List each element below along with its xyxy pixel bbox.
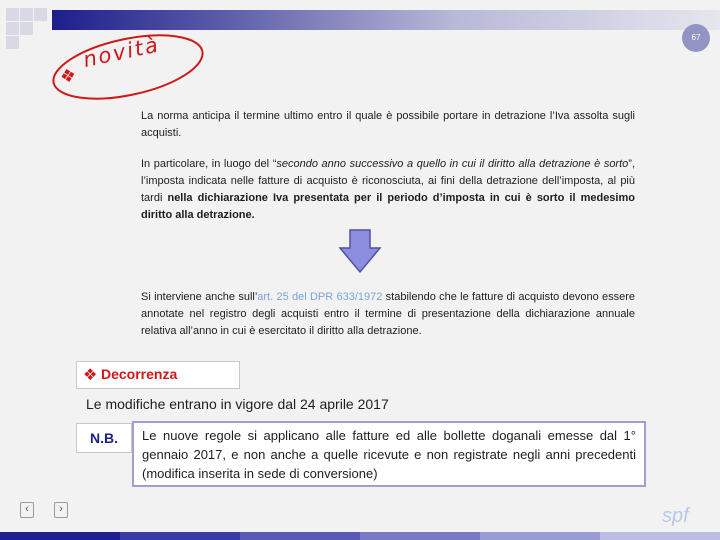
- decorrenza-heading: [76, 361, 240, 389]
- paragraph-3: [141, 289, 635, 340]
- bottom-color-strip: [0, 532, 720, 540]
- paragraph-2: [141, 156, 635, 224]
- paragraph-3-lead: Si interviene anche sull’: [141, 291, 258, 303]
- page-number-badge: 67: [682, 24, 710, 52]
- law-reference-link[interactable]: art. 25 del DPR 633/1972: [257, 291, 383, 303]
- paragraph-2-quote: secondo anno successivo a quello in cui il diritto alla detrazione è sorto: [276, 158, 629, 170]
- chevron-right-icon[interactable]: ›: [54, 502, 68, 518]
- paragraph-2-bold: nella dichiarazione Iva presentata per il periodo d’imposta in cui è sorto il medesimo diritto alla detrazione.: [141, 192, 635, 221]
- paragraph-3-rest: stabilendo che le fatture di acquisto devono essere annotate nel registro degli acquisti entro il termine di presentazione della dichiarazione annuale relativa all’anno in cui è esercitato il diritto alla detrazione.: [141, 291, 635, 337]
- diamond-bullet-icon: ❖: [57, 64, 78, 88]
- diamond-bullet-icon: ❖: [83, 367, 98, 384]
- paragraph-1: La norma anticipa il termine ultimo entro il quale è possibile portare in detrazione l’Iva assolta sugli acquisti.: [141, 110, 635, 139]
- nb-label: N.B.: [76, 423, 132, 453]
- paragraph-2-middle: ”, l’imposta indicata nelle fatture di acquisto è riconosciuta, ai fini della detrazione dell’imposta, al più tardi: [141, 158, 636, 204]
- stamp-label: novità: [81, 32, 162, 72]
- chevron-left-icon[interactable]: ‹: [20, 502, 34, 518]
- nb-text: Le nuove regole si applicano alle fatture ed alle bollette doganali emesse dal 1° gennaio 2017, e non anche a quelle ricevute e non registrate negli anni precedenti (modifica inserita in sede di conversione): [132, 421, 646, 487]
- decorrenza-label: Decorrenza: [101, 366, 178, 382]
- paragraph-2-lead: In particolare, in luogo del “: [141, 158, 277, 170]
- logo: spf: [662, 505, 689, 527]
- decorrenza-text: Le modifiche entrano in vigore dal 24 aprile 2017: [86, 396, 389, 412]
- down-arrow-icon: [338, 228, 382, 274]
